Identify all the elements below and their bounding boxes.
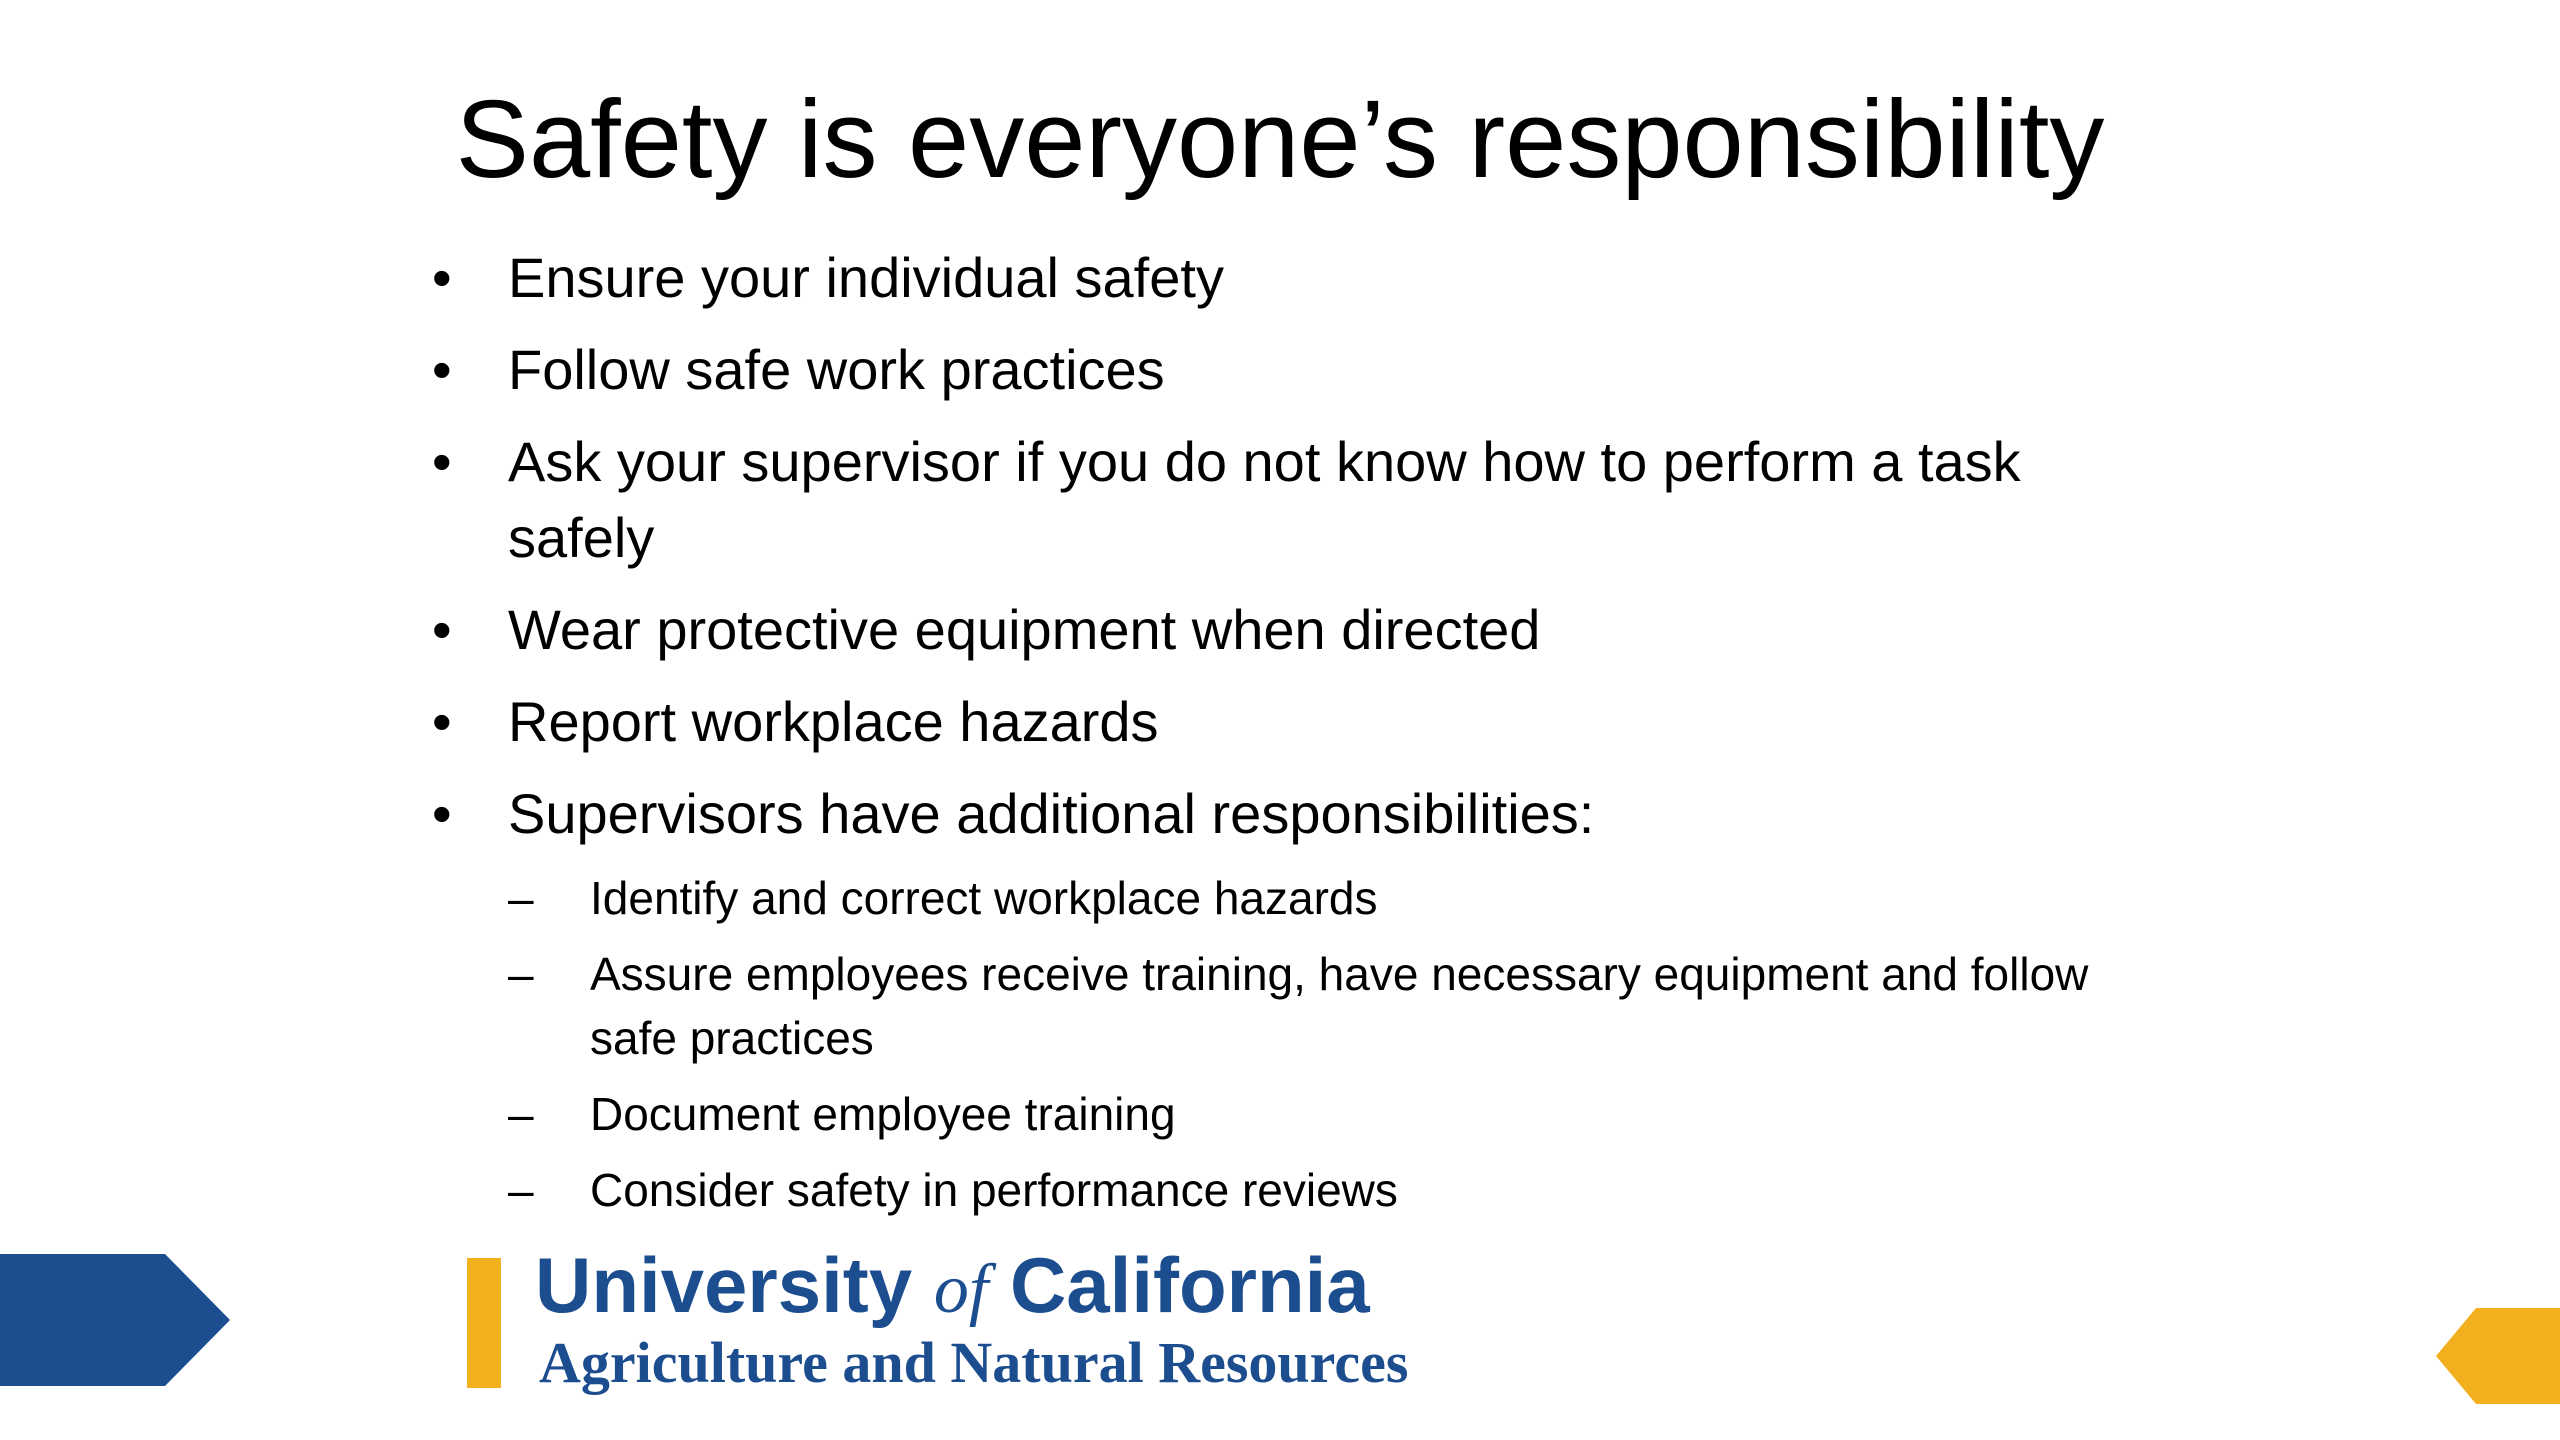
logo-gold-bar [467,1258,501,1388]
logo-california: California [988,1241,1370,1329]
subbullet-item [508,866,2150,930]
logo-university-of-california [535,1240,1370,1335]
subbullet-marker: – [508,948,534,1000]
subbullet-marker: – [508,1164,534,1216]
arrow-left-shape-icon [2436,1308,2560,1404]
subbullet-list [508,866,2150,1222]
bullet-marker: • [432,598,452,661]
bullet-item [430,424,2150,576]
arrow-right-shape-icon [0,1254,230,1386]
bullet-marker: • [432,430,452,493]
subbullet-item [508,1082,2150,1146]
bullet-text: Follow safe work practices [508,338,1165,401]
bullet-text: Wear protective equipment when directed [508,598,1541,661]
subbullet-text: Consider safety in performance reviews [590,1164,1398,1216]
bullet-marker: • [432,338,452,401]
bullet-text: Ensure your individual safety [508,246,1224,309]
bullet-marker: • [432,690,452,753]
bullet-item-supervisors [430,776,2150,1222]
slide-title: Safety is everyone’s responsibility [455,78,2105,201]
subbullet-marker: – [508,872,534,924]
subbullet-item [508,942,2150,1070]
subbullet-item [508,1158,2150,1222]
uc-anr-logo [467,1240,1567,1400]
bullet-list [430,240,2150,1238]
bullet-item [430,592,2150,668]
subbullet-text: Document employee training [590,1088,1176,1140]
bullet-item [430,332,2150,408]
subbullet-text: Identify and correct workplace hazards [590,872,1378,924]
subbullet-marker: – [508,1088,534,1140]
subbullet-text: Assure employees receive training, have necessary equipment and follow safe practices [590,948,2089,1064]
bullet-item [430,240,2150,316]
bullet-text: Ask your supervisor if you do not know how to perform a task safely [508,430,2021,569]
bullet-text: Supervisors have additional responsibilities: [508,782,1595,845]
bullet-text: Report workplace hazards [508,690,1159,753]
logo-university: University [535,1241,934,1329]
bullet-marker: • [432,782,452,845]
bullet-marker: • [432,246,452,309]
logo-of: of [933,1251,989,1328]
logo-agriculture-natural-resources: Agriculture and Natural Resources [539,1330,1409,1395]
bullet-item [430,684,2150,760]
